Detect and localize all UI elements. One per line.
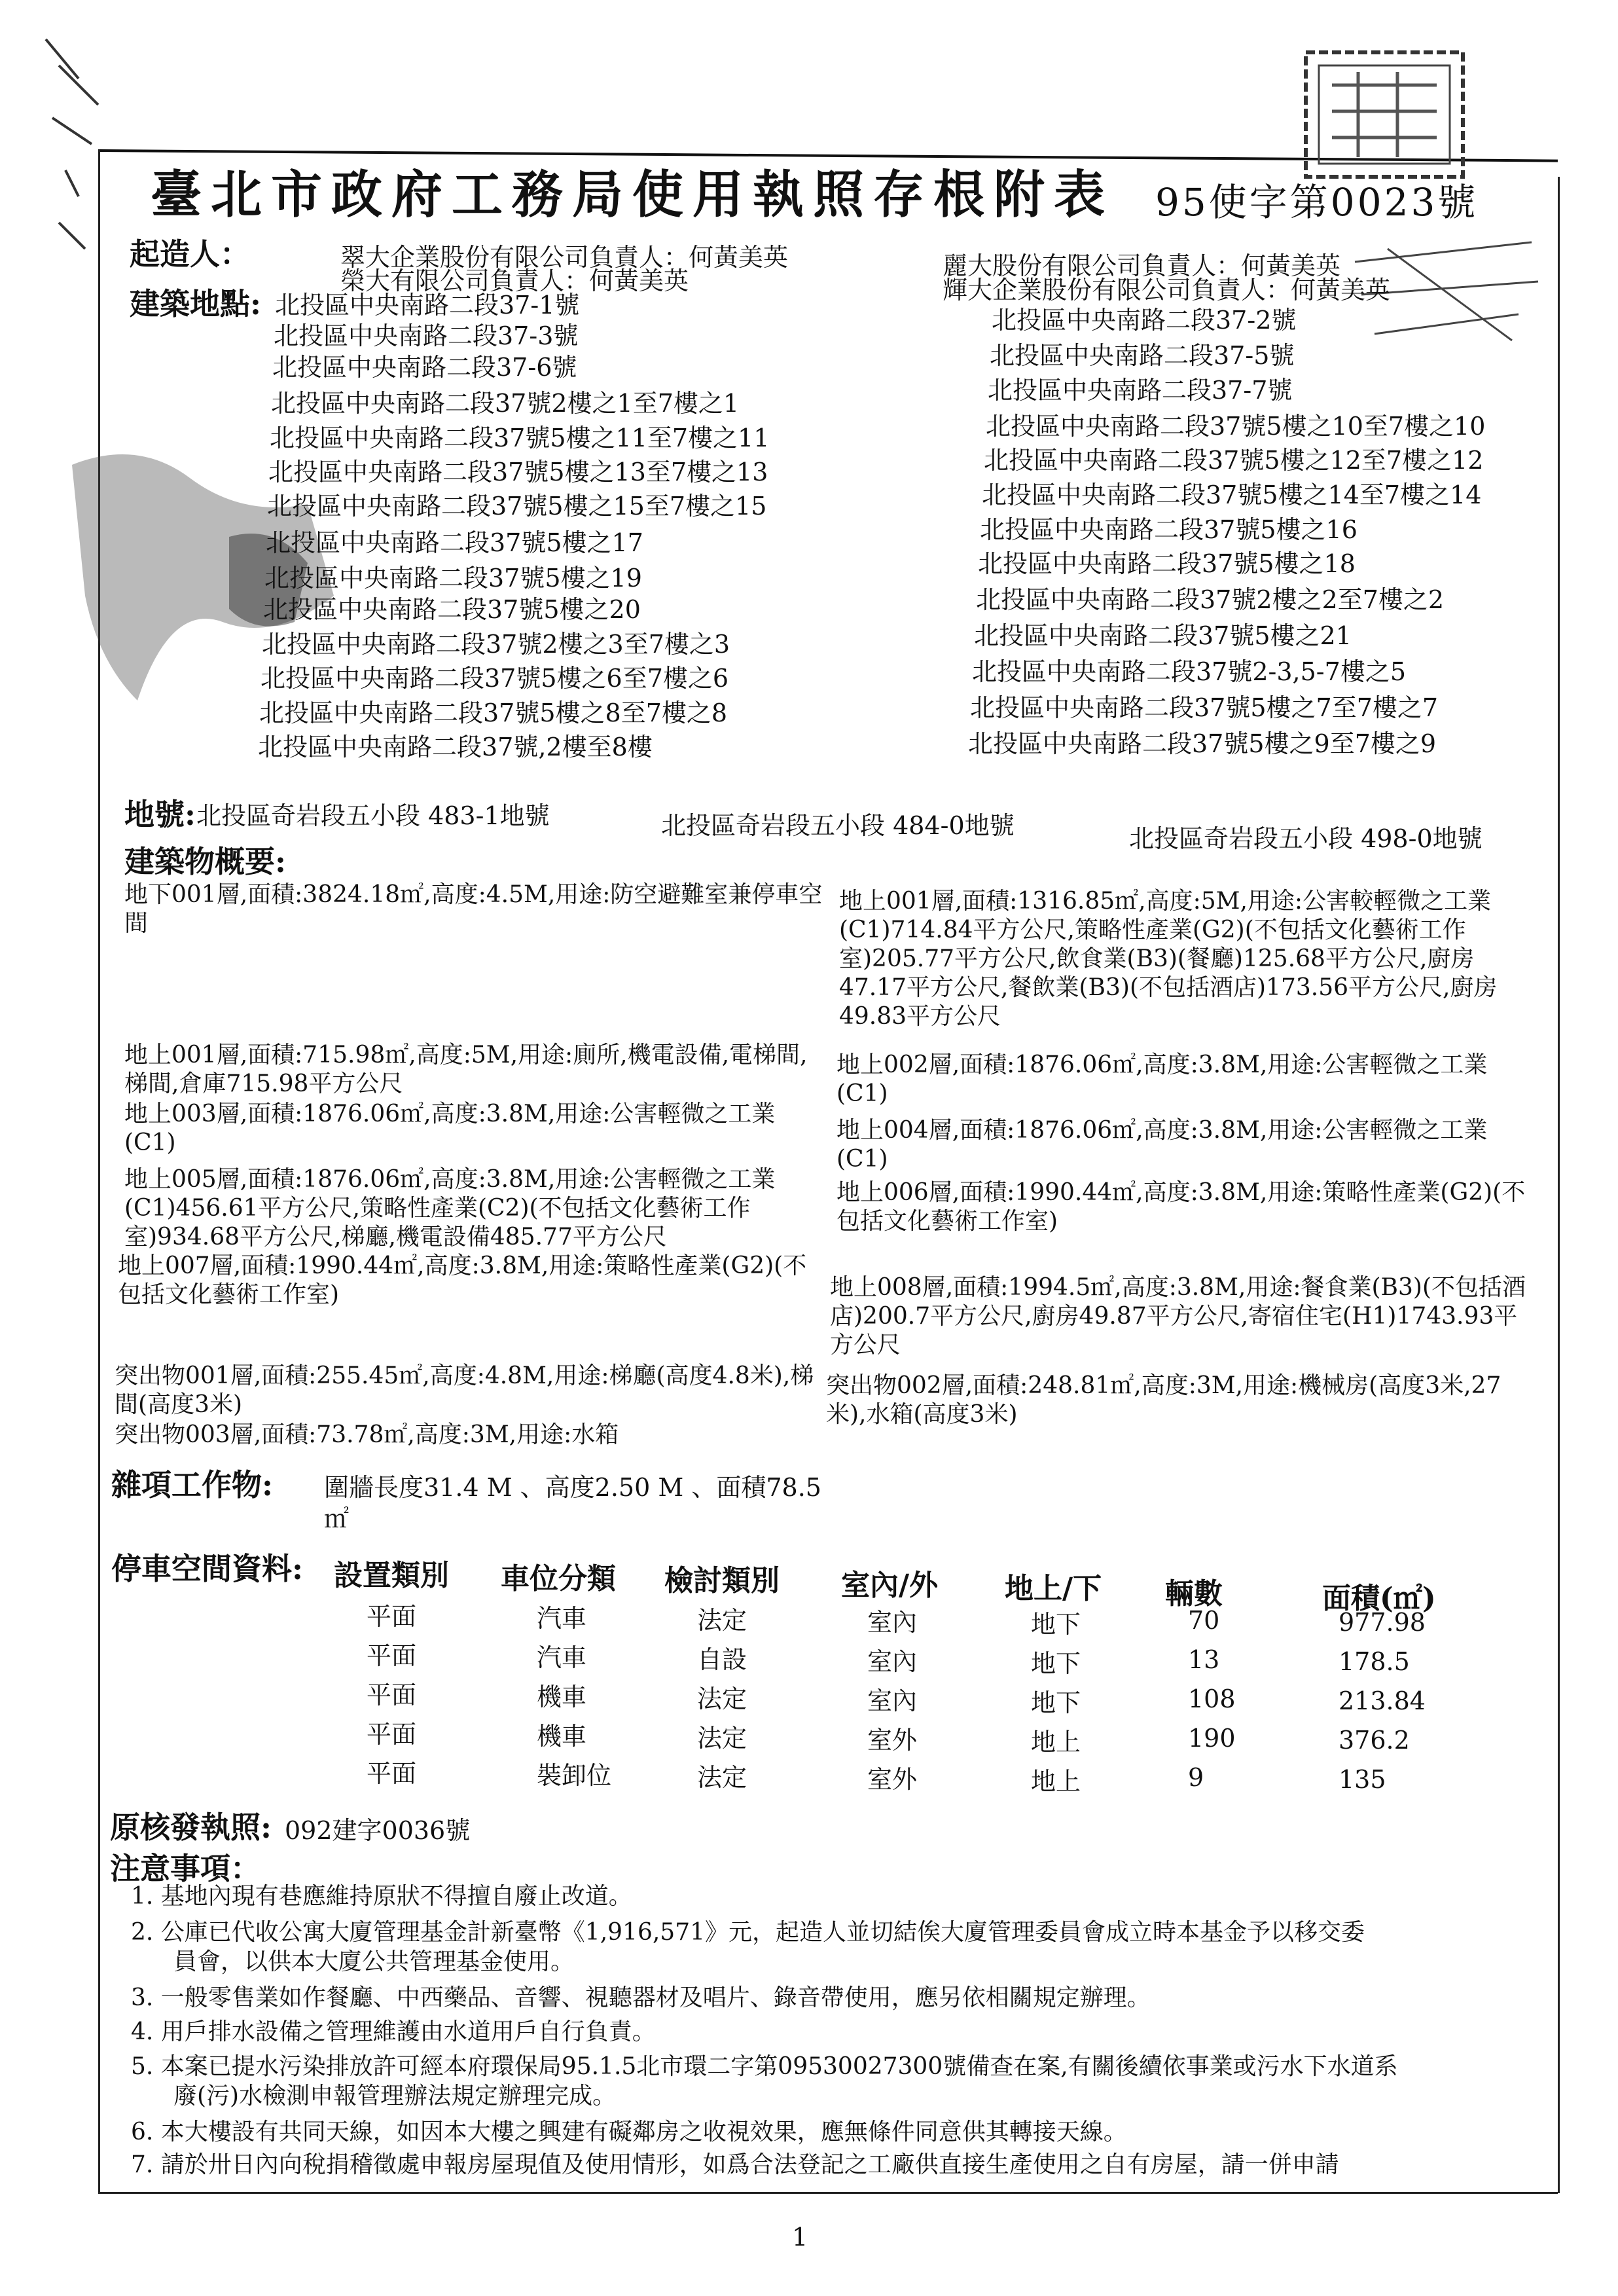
overview-g4-1: 地上004層,面積:1876.06㎡,高度:3.8M,用途:公害輕微之工業(C1) [836, 1117, 1488, 1173]
parking-cell: 室內 [867, 1686, 918, 1715]
parking-cell: 376.2 [1339, 1726, 1410, 1755]
parking-cell: 地上 [1031, 1767, 1081, 1796]
overview-g2-1: 地上002層,面積:1876.06㎡,高度:3.8M,用途:公害輕微之工業(C1) [836, 1051, 1488, 1107]
site-left-address: 北投區中央南路二段37號5樓之8至7樓之8 [259, 699, 728, 727]
parking-header-cell: 輛數 [1165, 1577, 1223, 1611]
parking-cell: 地下 [1031, 1610, 1081, 1639]
parking-cell: 地上 [1031, 1728, 1081, 1757]
overview-g6-1: 地上006層,面積:1990.44㎡,高度:3.8M,用途:策略性產業(G2)(不包括文化藝術工作室) [836, 1179, 1526, 1235]
parking-header-cell: 檢討類別 [664, 1564, 780, 1597]
builders-label: 起造人： [130, 236, 250, 272]
builder-left-2: 榮大有限公司負責人：何黃美英 [340, 266, 689, 295]
site-right-address: 北投區中央南路二段37號2樓之2至7樓之2 [976, 585, 1445, 614]
parking-cell: 地下 [1031, 1649, 1081, 1678]
lot-label: 地號: [124, 797, 196, 832]
parking-cell: 法定 [697, 1685, 747, 1713]
overview-g3-1: 地上003層,面積:1876.06㎡,高度:3.8M,用途:公害輕微之工業(C1) [124, 1101, 776, 1156]
misc-works-label: 雜項工作物: [111, 1467, 273, 1503]
parking-cell: 自設 [697, 1645, 747, 1674]
parking-cell: 13 [1188, 1645, 1220, 1674]
parking-cell: 213.84 [1339, 1686, 1426, 1715]
parking-cell: 法定 [697, 1763, 747, 1792]
site-label: 建築地點: [130, 286, 261, 321]
parking-cell: 977.98 [1339, 1608, 1426, 1637]
parking-cell: 機車 [537, 1683, 587, 1711]
parking-cell: 室內 [867, 1647, 918, 1676]
note-line: 7. 請於卅日內向稅捐稽徵處申報房屋現值及使用情形，如爲合法登記之工廠供直接生產使用之自有房屋，請一併申請 [131, 2151, 1339, 2178]
parking-header-cell: 地上/下 [1005, 1572, 1102, 1605]
site-right-address: 北投區中央南路二段37號5樓之7至7樓之7 [970, 693, 1439, 722]
site-left-address: 北投區中央南路二段37號5樓之13至7樓之13 [268, 458, 768, 486]
overview-g1-1: 地上001層,面積:1316.85㎡,高度:5M,用途:公害較輕微之工業(C1)714.84平方公尺,策略性產業(G2)(不包括文化藝術工作室)205.77平方公尺,飲食業(B3)(餐廳)125.68平方公尺,廚房47.17平方公尺,餐飲業(B3)(不包括酒店)173.56平方公尺,廚房49.83平方公尺 [839, 888, 1498, 1030]
note-line: 3. 一般零售業如作餐廳、中西藥品、音響、視聽器材及唱片、錄音帶使用，應另依相關規定辦理。 [131, 1984, 1151, 2011]
lot-item-3: 北投區奇岩段五小段 498-0地號 [1129, 824, 1483, 853]
parking-cell: 法定 [697, 1606, 747, 1635]
parking-cell: 室外 [867, 1765, 918, 1794]
original-license-label: 原核發執照: [110, 1810, 272, 1845]
parking-cell: 70 [1188, 1606, 1220, 1635]
site-right-address: 北投區中央南路二段37-2號 [992, 306, 1297, 335]
parking-header-cell: 設置類別 [334, 1559, 449, 1592]
document-number: 95使字第0023號 [1155, 180, 1479, 225]
site-right-address: 北投區中央南路二段37號2-3,5-7樓之5 [972, 657, 1406, 686]
parking-cell: 平面 [367, 1759, 417, 1788]
site-left-address: 北投區中央南路二段37號5樓之6至7樓之6 [261, 664, 729, 693]
lot-item-1: 北投區奇岩段五小段 483-1地號 [196, 801, 550, 830]
parking-cell: 平面 [367, 1720, 417, 1749]
frame-right-line [1558, 177, 1560, 2193]
parking-cell: 9 [1188, 1763, 1204, 1792]
site-left-address: 北投區中央南路二段37號5樓之20 [263, 595, 641, 624]
overview-g1-2: 地上001層,面積:715.98㎡,高度:5M,用途:廁所,機電設備,電梯間,梯間,倉庫715.98平方公尺 [124, 1042, 808, 1097]
site-left-address: 北投區中央南路二段37號5樓之11至7樓之11 [270, 424, 770, 452]
overview-label: 建築物概要: [124, 844, 286, 879]
site-left-address: 北投區中央南路二段37號5樓之15至7樓之15 [267, 492, 767, 520]
parking-cell: 190 [1188, 1724, 1236, 1753]
note-line: 6. 本大樓設有共同天線，如因本大樓之興建有礙鄰房之收視效果，應無條件同意供其轉接天線。 [131, 2119, 1127, 2145]
overview-p3: 突出物003層,面積:73.78㎡,高度:3M,用途:水箱 [115, 1421, 619, 1448]
site-right-address: 北投區中央南路二段37號5樓之18 [978, 549, 1356, 578]
note-line: 2. 公庫已代收公寓大廈管理基金計新臺幣《1,916,571》元，起造人並切結俟大廈管理委員會成立時本基金予以移交委 [131, 1919, 1365, 1946]
site-left-address: 北投區中央南路二段37號5樓之19 [264, 564, 642, 592]
parking-cell: 108 [1188, 1685, 1236, 1713]
misc-works-text: 圍牆長度31.4 M 、高度2.50 M 、面積78.5 ㎡ [324, 1473, 821, 1533]
parking-cell: 汽車 [537, 1604, 587, 1633]
parking-cell: 機車 [537, 1722, 587, 1751]
overview-p1: 突出物001層,面積:255.45㎡,高度:4.8M,用途:梯廳(高度4.8米),梯間(高度3米) [115, 1362, 814, 1418]
site-right-address: 北投區中央南路二段37號5樓之21 [974, 621, 1352, 650]
parking-cell: 室內 [867, 1608, 918, 1637]
site-right-address: 北投區中央南路二段37號5樓之12至7樓之12 [984, 446, 1484, 475]
parking-cell: 平面 [367, 1602, 417, 1631]
parking-header-cell: 室內/外 [841, 1569, 939, 1602]
site-left-address: 北投區中央南路二段37-6號 [272, 353, 577, 382]
official-seal-stamp [1299, 46, 1469, 183]
parking-cell: 平面 [367, 1641, 417, 1670]
site-left-address: 北投區中央南路二段37號5樓之17 [266, 528, 643, 557]
lot-item-2: 北投區奇岩段五小段 484-0地號 [661, 811, 1015, 840]
site-right-address: 北投區中央南路二段37-7號 [988, 376, 1293, 405]
note-line: 5. 本案已提水污染排放許可經本府環保局95.1.5北市環二字第09530027300號備查在案,有關後續依事業或污水下水道系 [131, 2053, 1398, 2080]
note-line: 廢(污)水檢測申報管理辦法規定辦理完成。 [173, 2083, 617, 2109]
parking-cell: 平面 [367, 1681, 417, 1709]
site-left-address: 北投區中央南路二段37號,2樓至8樓 [258, 733, 653, 761]
parking-cell: 汽車 [537, 1643, 587, 1672]
site-left-address: 北投區中央南路二段37號2樓之3至7樓之3 [262, 630, 730, 659]
site-left-address: 北投區中央南路二段37-3號 [274, 321, 579, 350]
parking-header-cell: 車位分類 [501, 1562, 616, 1595]
page-number: 1 [792, 2223, 808, 2251]
frame-bottom-line [98, 2192, 1558, 2194]
overview-g5-1: 地上005層,面積:1876.06㎡,高度:3.8M,用途:公害輕微之工業(C1)456.61平方公尺,策略性產業(C2)(不包括文化藝術工作室)934.68平方公尺,梯廳,機電設備485.77平方公尺 [124, 1166, 776, 1250]
parking-cell: 135 [1339, 1765, 1386, 1794]
parking-header-cell: 面積(㎡) [1322, 1582, 1436, 1615]
builder-right-1: 麗大股份有限公司負責人：何黃美英 [943, 251, 1341, 280]
parking-label: 停車空間資料: [111, 1551, 303, 1586]
builder-left-1: 翠大企業股份有限公司負責人：何黃美英 [340, 243, 789, 272]
site-left-address: 北投區中央南路二段37-1號 [275, 291, 580, 319]
site-left-address: 北投區中央南路二段37號2樓之1至7樓之1 [271, 389, 740, 418]
original-license-value: 092建字0036號 [285, 1816, 471, 1845]
site-right-address: 北投區中央南路二段37號5樓之16 [980, 515, 1357, 544]
overview-p2: 突出物002層,面積:248.81㎡,高度:3M,用途:機械房(高度3米,27米),水箱(高度3米) [826, 1372, 1501, 1428]
builder-right-2: 輝大企業股份有限公司負責人：何黃美英 [943, 276, 1391, 304]
notes-label: 注意事項： [110, 1851, 261, 1886]
parking-cell: 法定 [697, 1724, 747, 1753]
parking-cell: 裝卸位 [537, 1761, 612, 1790]
parking-cell: 178.5 [1339, 1647, 1410, 1676]
page-title: 臺北市政府工務局使用執照存根附表 [151, 165, 1115, 225]
parking-cell: 室外 [867, 1726, 918, 1755]
note-line: 員會，以供本大廈公共管理基金使用。 [173, 1948, 575, 1975]
overview-b1-0: 地下001層,面積:3824.18㎡,高度:4.5M,用途:防空避難室兼停車空間 [124, 881, 823, 937]
site-right-address: 北投區中央南路二段37號5樓之10至7樓之10 [986, 412, 1486, 441]
site-right-address: 北投區中央南路二段37-5號 [990, 341, 1295, 370]
site-right-address: 北投區中央南路二段37號5樓之14至7樓之14 [982, 481, 1482, 509]
site-right-address: 北投區中央南路二段37號5樓之9至7樓之9 [968, 729, 1437, 758]
note-line: 1. 基地內現有巷應維持原狀不得擅自廢止改道。 [131, 1883, 632, 1910]
parking-cell: 地下 [1031, 1688, 1081, 1717]
overview-g7-1: 地上007層,面積:1990.44㎡,高度:3.8M,用途:策略性產業(G2)(不包括文化藝術工作室) [118, 1252, 807, 1308]
overview-g8-1: 地上008層,面積:1994.5㎡,高度:3.8M,用途:餐食業(B3)(不包括酒店)200.7平方公尺,廚房49.87平方公尺,寄宿住宅(H1)1743.93平方公尺 [830, 1274, 1526, 1358]
note-line: 4. 用戶排水設備之管理維護由水道用戶自行負責。 [131, 2018, 656, 2045]
